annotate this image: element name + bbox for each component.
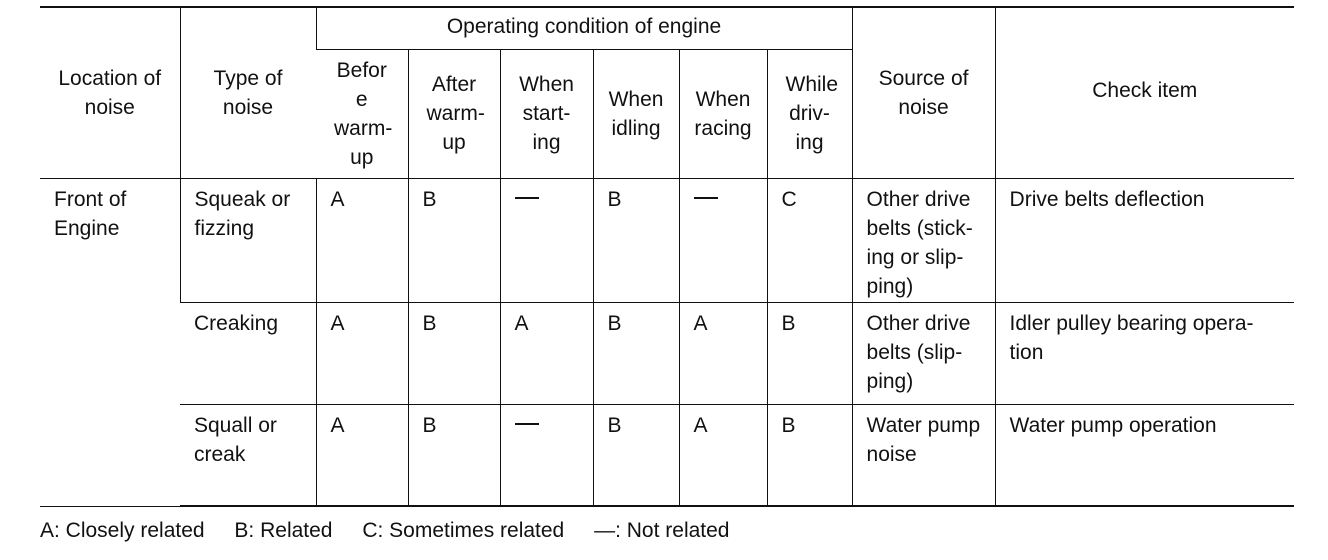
grade-cell: B xyxy=(767,404,852,506)
grade-cell xyxy=(679,178,767,302)
header-before-warm-up: Befor e warm- up xyxy=(316,49,408,178)
grade-cell xyxy=(500,404,593,506)
source-cell: Other drive belts (stick- ing or slip- ping) xyxy=(852,178,995,302)
grade-cell: A xyxy=(316,178,408,302)
grade-cell: B xyxy=(408,178,500,302)
header-location-of-noise: Location of noise xyxy=(40,7,180,178)
header-check-item: Check item xyxy=(995,7,1294,178)
legend xyxy=(40,516,754,545)
grade-cell: A xyxy=(316,404,408,506)
grade-cell: B xyxy=(767,302,852,404)
legend-related: B: Related xyxy=(234,519,333,542)
noise-diagnosis-table xyxy=(40,6,1294,507)
grade-cell: B xyxy=(593,178,679,302)
header-operating-condition: Operating condition of engine xyxy=(316,7,852,49)
table-row xyxy=(40,404,1294,506)
grade-cell: A xyxy=(679,302,767,404)
grade-cell: A xyxy=(679,404,767,506)
legend-sometimes-related: C: Sometimes related xyxy=(362,519,565,542)
header-when-starting: When start- ing xyxy=(500,49,593,178)
type-cell: Squeak or fizzing xyxy=(180,178,316,302)
grade-cell: B xyxy=(593,404,679,506)
grade-cell: A xyxy=(316,302,408,404)
header-while-driving: While driv- ing xyxy=(767,49,852,178)
grade-cell: C xyxy=(767,178,852,302)
type-cell: Squall or creak xyxy=(180,404,316,506)
header-source-of-noise: Source of noise xyxy=(852,7,995,178)
grade-cell: B xyxy=(408,404,500,506)
check-cell: Drive belts deflection xyxy=(995,178,1294,302)
grade-cell xyxy=(500,178,593,302)
type-cell: Creaking xyxy=(180,302,316,404)
table-row xyxy=(40,302,1294,404)
table-row xyxy=(40,178,1294,302)
location-cell: Front of Engine xyxy=(40,178,180,506)
legend-closely-related: A: Closely related xyxy=(40,519,205,542)
grade-cell: B xyxy=(408,302,500,404)
source-cell: Water pump noise xyxy=(852,404,995,506)
grade-cell: A xyxy=(500,302,593,404)
source-cell: Other drive belts (slip- ping) xyxy=(852,302,995,404)
check-cell: Water pump operation xyxy=(995,404,1294,506)
header-row-top xyxy=(40,7,1294,49)
header-when-idling: When idling xyxy=(593,49,679,178)
header-after-warm-up: After warm- up xyxy=(408,49,500,178)
check-cell: Idler pulley bearing opera- tion xyxy=(995,302,1294,404)
header-when-racing: When racing xyxy=(679,49,767,178)
legend-not-related: —: Not related xyxy=(594,519,730,542)
grade-cell: B xyxy=(593,302,679,404)
header-type-of-noise: Type of noise xyxy=(180,7,316,178)
